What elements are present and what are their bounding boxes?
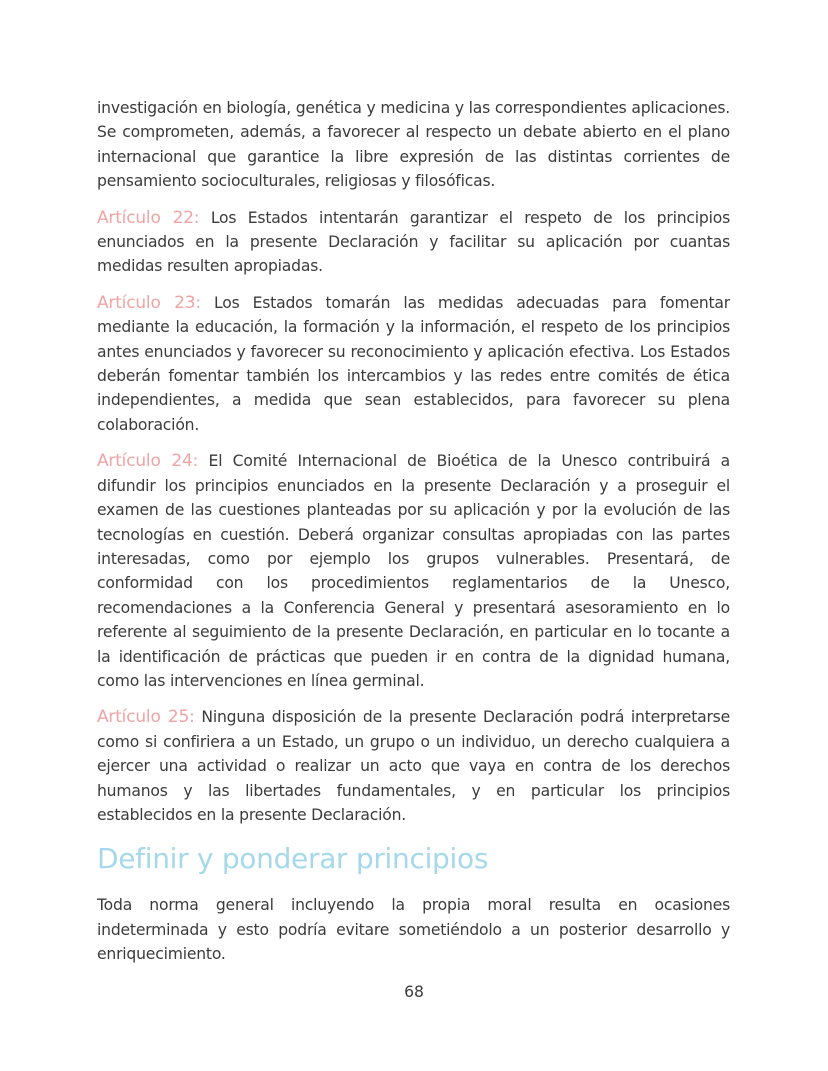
article-23-paragraph [97, 291, 730, 437]
article-25-label: Artículo 25: [97, 707, 195, 728]
intro-text: investigación en biología, genética y medicina y las correspondientes aplicaciones. Se comprometen, además, a favorecer al respecto un debate abierto en el plano internacional que garantice la libre expresión de las distintas corrientes de pensamiento socioculturales, religiosas y filosóficas. [97, 99, 730, 191]
article-22-text: Los Estados intentarán garantizar el respeto de los principios enunciados en la presente Declaración y facilitar su aplicación por cuantas medidas resulten apropiadas. [97, 208, 731, 276]
article-23-label: Artículo 23: [97, 292, 201, 313]
article-25-paragraph [97, 705, 730, 827]
article-25-text: Ninguna disposición de la presente Declaración podrá interpretarse como si confiriera a un Estado, un grupo o un individuo, un derecho cualquiera a ejercer una actividad o realizar un acto que vaya en contra de los derechos humanos y las libertades fundamentales, y en particular los principios establecidos en la presente Declaración. [97, 708, 731, 824]
article-24-text: El Comité Internacional de Bioética de la Unesco contribuirá a difundir los principios enunciados en la presente Declaración y a proseguir el examen de las cuestiones planteadas por su aplicación y por la evolución de las tecnologías en cuestión. Deberá organizar consultas apropiadas con las partes interesadas, como por ejemplo los grupos vulnerables. Presentará, de conformidad con los procedimientos reglamentarios de la Unesco, recomendaciones a la Conferencia General y presentará asesoramiento en lo referente al seguimiento de la presente Declaración, en particular en lo tocante a la identificación de prácticas que pueden ir en contra de la dignidad humana, como las intervenciones en línea germinal. [97, 452, 730, 690]
article-23-text: Los Estados tomarán las medidas adecuadas para fomentar mediante la educación, la formación y la información, el respeto de los principios antes enunciados y favorecer su reconocimiento y aplicación efectiva. Los Estados deberán fomentar también los intercambios y las redes entre comités de ética independientes, a medida que sean establecidos, para favorecer su plena colaboración. [97, 293, 730, 434]
section-body-text: Toda norma general incluyendo la propia moral resulta en ocasiones indeterminada y esto podría evitare sometiéndolo a un posterior desarrollo y enriquecimiento. [97, 896, 730, 964]
section-heading: Definir y ponderar principios [97, 842, 489, 876]
page-content [97, 96, 730, 979]
intro-paragraph [97, 96, 730, 194]
article-24-paragraph [97, 449, 730, 693]
section-body-paragraph [97, 893, 730, 966]
article-22-paragraph [97, 206, 730, 279]
article-24-label: Artículo 24: [97, 451, 199, 472]
page-number: 68 [404, 983, 424, 1001]
article-22-label: Artículo 22: [97, 207, 200, 228]
